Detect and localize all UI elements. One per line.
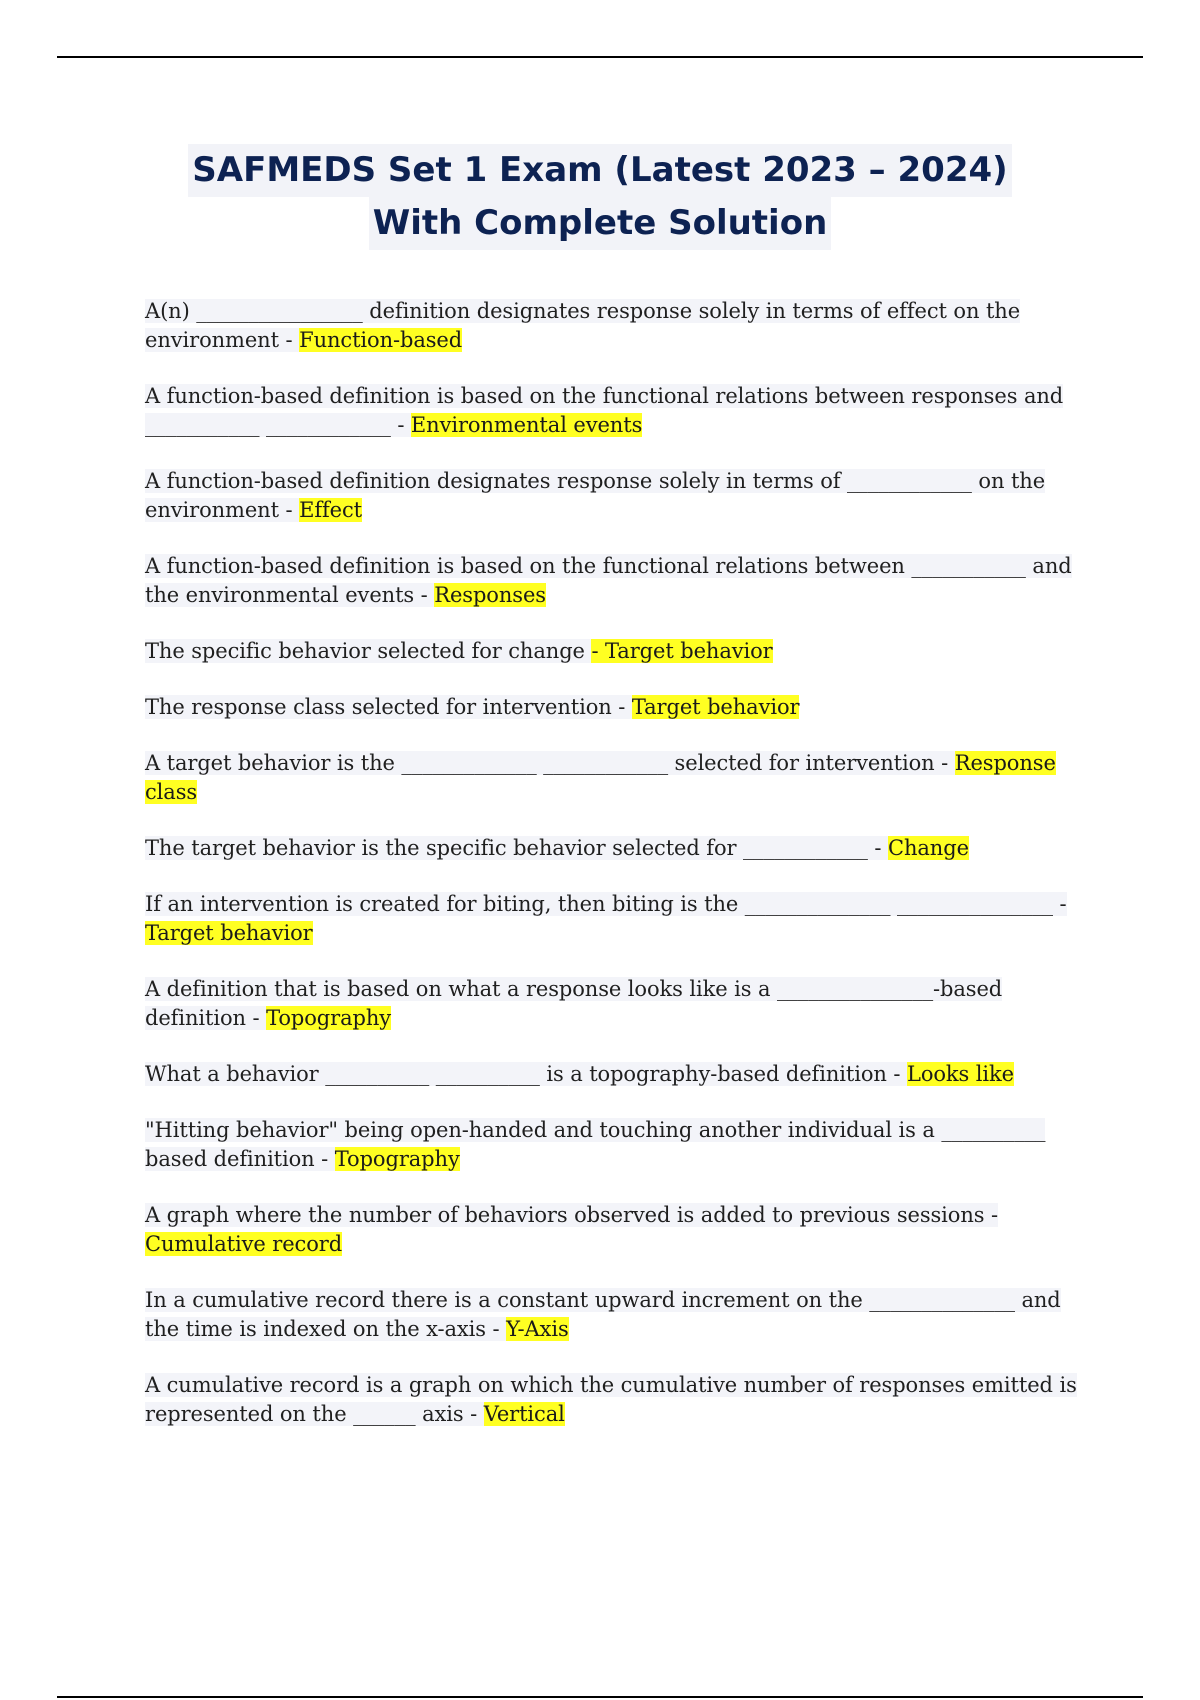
flashcard-item <box>145 637 1090 666</box>
answer-highlight: Vertical <box>483 1402 565 1426</box>
question-text: A function-based definition designates response solely in terms of ____________ on the environment - <box>145 469 1046 522</box>
answer-highlight: Topography <box>334 1147 460 1171</box>
question-text: A definition that is based on what a response looks like is a _______________-based definition - <box>145 977 1003 1030</box>
flashcard-item <box>145 1060 1090 1089</box>
answer-highlight: - Target behavior <box>591 639 773 663</box>
answer-highlight: Responses <box>434 583 546 607</box>
question-text: A target behavior is the _____________ ____________ selected for intervention - <box>145 751 955 775</box>
answer-highlight: Target behavior <box>145 921 313 945</box>
flashcard-list <box>145 297 1090 1456</box>
top-rule <box>57 56 1143 58</box>
question-text: If an intervention is created for biting, then biting is the ______________ _______________ - <box>145 892 1067 916</box>
question-text: "Hitting behavior" being open-handed and touching another individual is a __________ based definition - <box>145 1118 1046 1171</box>
question-text: The response class selected for intervention - <box>145 695 632 719</box>
question-text: A graph where the number of behaviors observed is added to previous sessions - <box>145 1203 999 1227</box>
bottom-rule <box>57 1696 1143 1698</box>
question-text: A function-based definition is based on the functional relations between responses and ___________ ____________ - <box>145 384 1064 437</box>
document-title <box>0 144 1200 250</box>
flashcard-item <box>145 749 1090 807</box>
answer-highlight: Environmental events <box>410 413 643 437</box>
flashcard-item <box>145 890 1090 948</box>
title-line-2: With Complete Solution <box>369 197 832 250</box>
flashcard-item <box>145 1371 1090 1429</box>
flashcard-item <box>145 1116 1090 1174</box>
answer-highlight: Looks like <box>906 1062 1014 1086</box>
answer-highlight: Target behavior <box>631 695 800 719</box>
answer-highlight: Function-based <box>299 328 463 352</box>
flashcard-item <box>145 382 1090 440</box>
flashcard-item <box>145 834 1090 863</box>
answer-highlight: Y-Axis <box>506 1317 569 1341</box>
answer-highlight: Effect <box>299 498 362 522</box>
flashcard-item <box>145 297 1090 355</box>
question-text: A cumulative record is a graph on which the cumulative number of responses emitted is represented on the ______ axis - <box>145 1373 1077 1426</box>
answer-highlight: Topography <box>266 1006 392 1030</box>
question-text: A function-based definition is based on the functional relations between ___________ and the environmental events - <box>145 554 1072 607</box>
question-text: In a cumulative record there is a constant upward increment on the ______________ and the time is indexed on the x-axis - <box>145 1288 1061 1341</box>
question-text: The target behavior is the specific behavior selected for ____________ - <box>145 836 888 860</box>
flashcard-item <box>145 1286 1090 1344</box>
flashcard-item <box>145 975 1090 1033</box>
answer-highlight: Change <box>887 836 969 860</box>
question-text: What a behavior __________ __________ is a topography-based definition - <box>145 1062 907 1086</box>
question-text: The specific behavior selected for change <box>145 639 592 663</box>
question-text: A(n) ________________ definition designates response solely in terms of effect on the environment - <box>145 299 1021 352</box>
flashcard-item <box>145 1201 1090 1259</box>
answer-highlight: Cumulative record <box>145 1232 343 1256</box>
answer-highlight: Response class <box>145 751 1056 804</box>
flashcard-item <box>145 467 1090 525</box>
title-line-1: SAFMEDS Set 1 Exam (Latest 2023 – 2024) <box>188 144 1011 197</box>
flashcard-item <box>145 693 1090 722</box>
flashcard-item <box>145 552 1090 610</box>
